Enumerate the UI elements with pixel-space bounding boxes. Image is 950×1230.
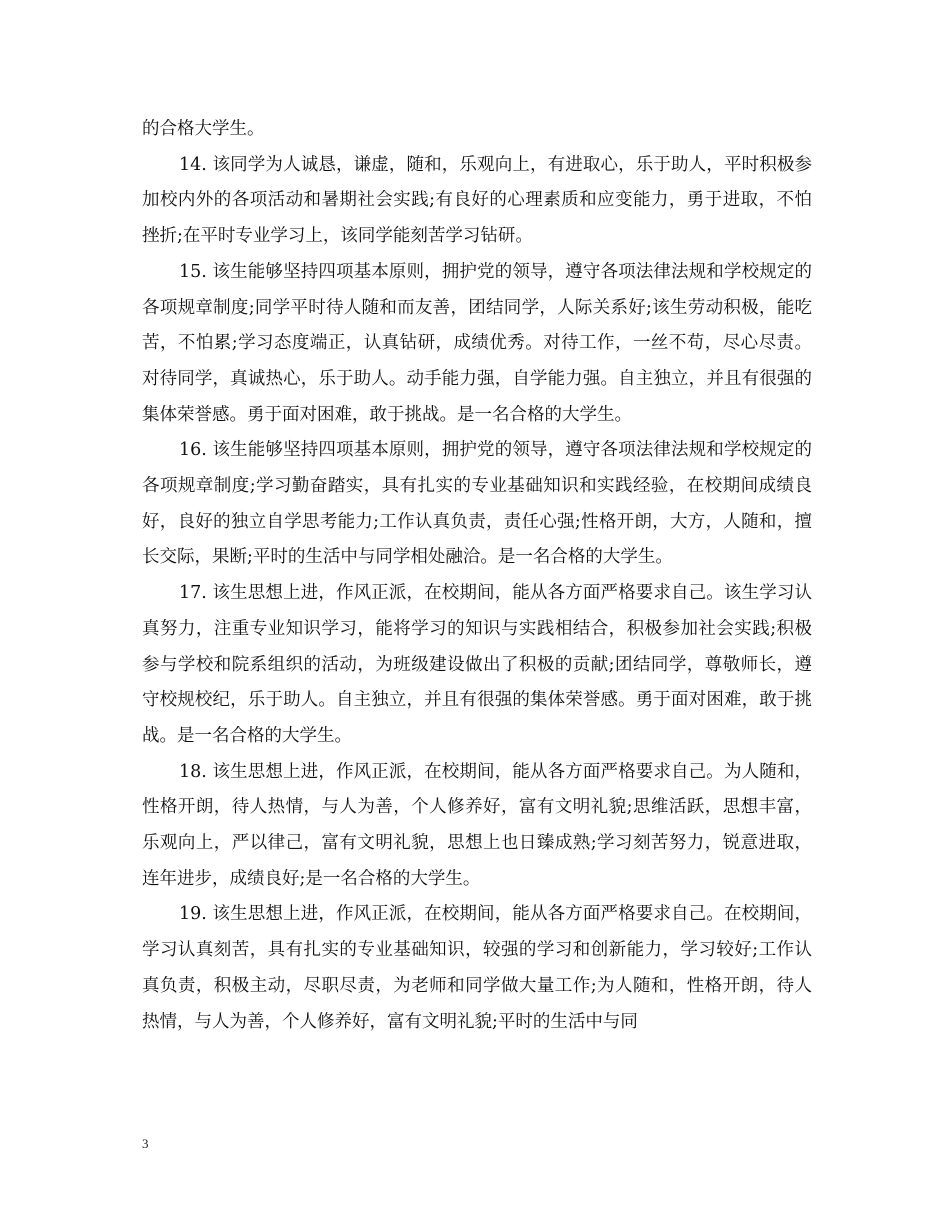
paragraph-17: 17. 该生思想上进，作风正派，在校期间，能从各方面严格要求自己。该生学习认真努力，注重专业知识学习，能将学习的知识与实践相结合，积极参加社会实践;积极参与学校和院系组织的活动，为班级建设做出了积极的贡献;团结同学，尊敬师长，遵守校规校纪，乐于助人。自主独立，并且有很强的集体荣誉感。勇于面对困难，敢于挑战。是一名合格的大学生。 [142,583,812,746]
paragraph-14: 14. 该同学为人诚恳，谦虚，随和，乐观向上，有进取心，乐于助人，平时积极参加校内外的各项活动和暑期社会实践;有良好的心理素质和应变能力，勇于进取，不怕挫折;在平时专业学习上，该同学能刻苦学习钻研。 [142,154,812,247]
paragraph-19: 19. 该生思想上进，作风正派，在校期间，能从各方面严格要求自己。在校期间，学习认真刻苦，具有扎实的专业基础知识，较强的学习和创新能力，学习较好;工作认真负责，积极主动，尽职尽责，为老师和同学做大量工作;为人随和，性格开朗，待人热情，与人为善，个人修养好，富有文明礼貌;平时的生活中与同 [142,904,812,1032]
paragraph-18: 18. 该生思想上进，作风正派，在校期间，能从各方面严格要求自己。为人随和，性格开朗，待人热情，与人为善，个人修养好，富有文明礼貌;思维活跃，思想丰富，乐观向上，严以律己，富有文明礼貌，思想上也日臻成熟;学习刻苦努力，锐意进取，连年进步，成绩良好;是一名合格的大学生。 [142,761,812,889]
paragraph-15: 15. 该生能够坚持四项基本原则，拥护党的领导，遵守各项法律法规和学校规定的各项规章制度;同学平时待人随和而友善，团结同学，人际关系好;该生劳动积极，能吃苦，不怕累;学习态度端正，认真钻研，成绩优秀。对待工作，一丝不苟，尽心尽责。对待同学，真诚热心，乐于助人。动手能力强，自学能力强。自主独立，并且有很强的集体荣誉感。勇于面对困难，敢于挑战。是一名合格的大学生。 [142,261,812,425]
page-number: 3 [142,1136,149,1151]
body-text [142,112,812,1040]
paragraph-continuation: 的合格大学生。 [142,119,265,139]
paragraph-16: 16. 该生能够坚持四项基本原则，拥护党的领导，遵守各项法律法规和学校规定的各项规章制度;学习勤奋踏实，具有扎实的专业基础知识和实践经验，在校期间成绩良好，良好的独立自学思考能力;工作认真负责，责任心强;性格开朗，大方，人随和，擅长交际，果断;平时的生活中与同学相处融洽。是一名合格的大学生。 [142,440,812,568]
